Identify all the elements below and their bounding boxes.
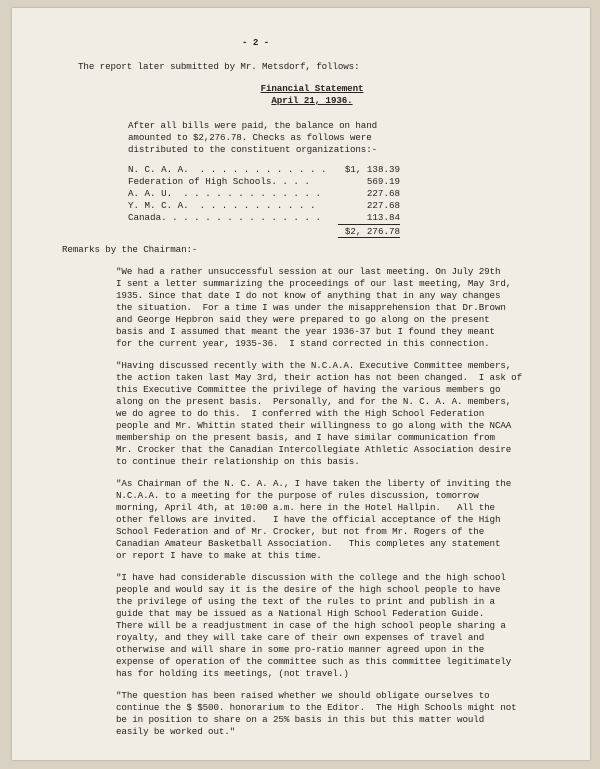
statement-line: After all bills were paid, the balance on hand	[128, 120, 378, 131]
intro-line: The report later submitted by Mr. Metsdorf, follows:	[78, 61, 360, 72]
paragraph-line: royalty, and they will take care of their own expenses of travel and	[116, 632, 485, 643]
paragraph-line: for the current year, 1935-36. I stand corrected in this connection.	[116, 338, 490, 349]
paragraph-line: has for holding its meetings, (not travel.)	[116, 668, 349, 679]
paragraph-line: expense of operation of the committee such as this committee legitimately	[116, 656, 512, 667]
paragraph-line: this Executive Committee the privilege of having the various members go	[116, 384, 501, 395]
table-row	[128, 164, 400, 175]
table-row	[128, 188, 400, 199]
org-name: Canada. . . . . . . . . . . . . . .	[128, 212, 321, 223]
paragraph-line: basis and I assumed that meant the year 1936-37 but I found they meant	[116, 326, 495, 337]
document-page	[12, 8, 590, 760]
paragraph-line: people and would say it is the desire of the high school people to have	[116, 584, 501, 595]
paragraph-line: morning, April 4th, at 10:00 a.m. here in the Hotel Hallpin. All the	[116, 502, 495, 513]
table-row	[128, 212, 400, 223]
paragraph-line: "We had a rather unsuccessful session at our last meeting. On July 29th	[116, 266, 501, 277]
paragraph-line: otherwise and will share in some pro-ratio manner agreed upon in the	[116, 644, 485, 655]
paragraph-line: the privilege of using the text of the rules to print and publish in a	[116, 596, 495, 607]
org-amount: $1, 138.39	[344, 164, 400, 175]
paragraph-line: the situation. For a time I was under the misapprehension that Dr.Brown	[116, 302, 506, 313]
total-row	[128, 226, 400, 237]
paragraph-line: be in position to share on a 25% basis in this but this matter would	[116, 714, 485, 725]
statement-date: April 21, 1936.	[271, 95, 353, 106]
org-amount: 227.68	[366, 188, 400, 199]
paragraph-line: "As Chairman of the N. C. A. A., I have taken the liberty of inviting the	[116, 478, 512, 489]
org-amount: 113.84	[366, 212, 400, 223]
paragraph-line: people and Mr. Whittin stated their willingness to go along with the NCAA	[116, 420, 512, 431]
paragraph-line: continue the $ $500. honorarium to the Editor. The High Schools might not	[116, 702, 517, 713]
statement-title: Financial Statement	[260, 83, 364, 94]
paragraph-line: Mr. Crocker that the Canadian Intercollegiate Athletic Association desire	[116, 444, 512, 455]
paragraph-line: I sent a letter summarizing the proceedings of our last meeting, May 3rd,	[116, 278, 512, 289]
paragraph-line: and George Hepbron said they were prepared to go along on the present	[116, 314, 490, 325]
total-rule	[338, 224, 400, 225]
table-row	[128, 200, 400, 211]
paragraph-line: membership on the present basis, and I have similar communication from	[116, 432, 495, 443]
table-row	[128, 176, 400, 187]
paragraph-line: along on the present basis. Personally, and for the N. C. A. A. members,	[116, 396, 512, 407]
paragraph-line: we do agree to do this. I conferred with the High School Federation	[116, 408, 485, 419]
statement-line: distributed to the constituent organizations:-	[128, 144, 378, 155]
paragraph-line: N.C.A.A. to a meeting for the purpose of rules discussion, tomorrow	[116, 490, 479, 501]
total-underline	[338, 237, 400, 238]
paragraph-line: Canadian Amateur Basketball Association. This completes any statement	[116, 538, 501, 549]
org-name: Y. M. C. A. . . . . . . . . . . .	[128, 200, 316, 211]
org-name: A. A. U. . . . . . . . . . . . . .	[128, 188, 321, 199]
remarks-heading: Remarks by the Chairman:-	[62, 244, 198, 255]
org-name: N. C. A. A. . . . . . . . . . . . .	[128, 164, 327, 175]
paragraph-line: to continue their relationship on this basis.	[116, 456, 360, 467]
paragraph-line: or report I have to make at this time.	[116, 550, 322, 561]
paragraph-line: "Having discussed recently with the N.C.A.A. Executive Committee members,	[116, 360, 512, 371]
org-amount: 569.19	[366, 176, 400, 187]
page-number: - 2 -	[242, 37, 270, 48]
paragraph-line: "The question has been raised whether we should obligate ourselves to	[116, 690, 490, 701]
paragraph-line: easily be worked out."	[116, 726, 236, 737]
paragraph-line: guide that may be issued as a National High School Federation Guide.	[116, 608, 485, 619]
paragraph-line: the action taken last May 3rd, their action has not been changed. I ask of	[116, 372, 523, 383]
paragraph-line: There will be a readjustment in case of the high school people sharing a	[116, 620, 506, 631]
total-amount: $2, 276.78	[344, 226, 400, 237]
org-amount: 227.68	[366, 200, 400, 211]
statement-line: amounted to $2,276.78. Checks as follows were	[128, 132, 372, 143]
org-name: Federation of High Schools. . . .	[128, 176, 310, 187]
paragraph-line: "I have had considerable discussion with the college and the high school	[116, 572, 506, 583]
paragraph-line: other fellows are invited. I have the official acceptance of the High	[116, 514, 501, 525]
paragraph-line: School Federation and of Mr. Crocker, but not from Mr. Rogers of the	[116, 526, 485, 537]
paragraph-line: 1935. Since that date I do not know of anything that in any way changes	[116, 290, 501, 301]
